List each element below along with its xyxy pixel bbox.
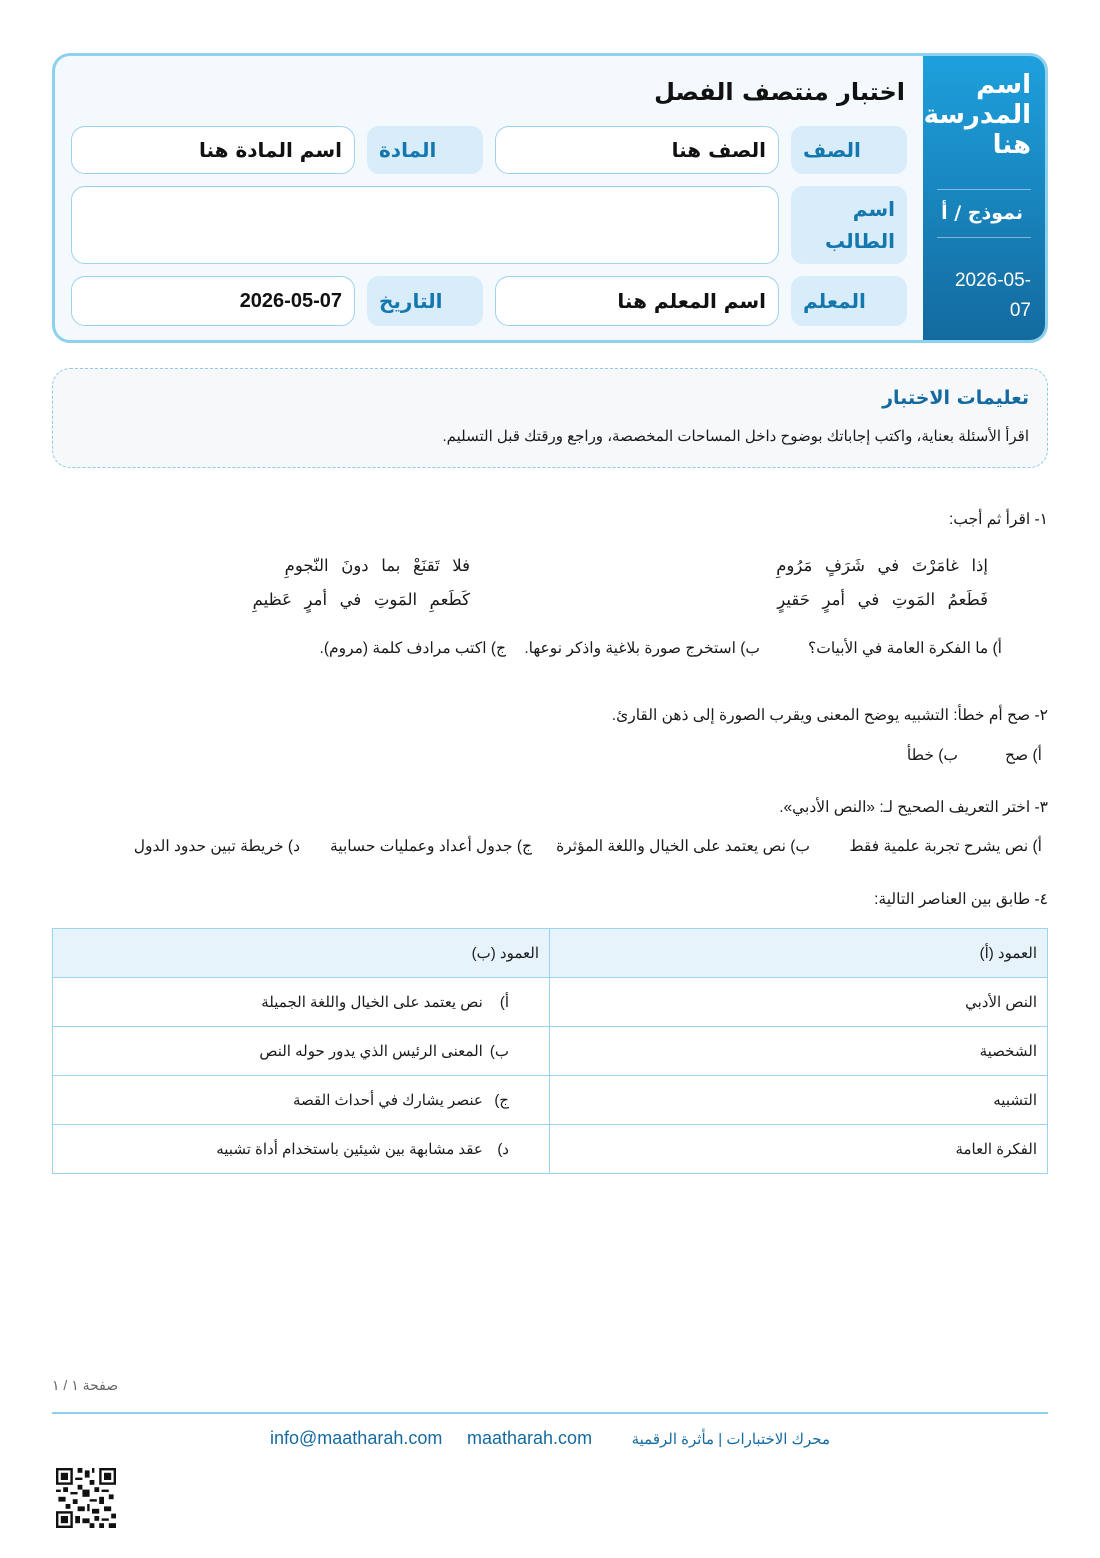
question-2-option-a[interactable]: أ) صح bbox=[1005, 747, 1042, 764]
question-3-option-c[interactable]: ج) جدول أعداد وعمليات حسابية bbox=[329, 838, 532, 855]
option-text: عقد مشابهة بين شيئين باستخدام أداة تشبيه bbox=[216, 1141, 483, 1158]
subject-label: المادة bbox=[367, 126, 483, 174]
question-2-option-b[interactable]: ب) خطأ bbox=[906, 747, 958, 764]
subject-field[interactable]: اسم المادة هنا bbox=[71, 126, 355, 174]
column-b-cell bbox=[53, 978, 550, 1027]
column-a-header: العمود (أ) bbox=[550, 929, 1048, 978]
student-name-field[interactable] bbox=[71, 186, 779, 264]
column-a-cell: التشبيه bbox=[550, 1076, 1048, 1125]
verse-2-second-hemistich: كَطَعمِ المَوتِ في أمرٍ عَظيمِ bbox=[252, 591, 470, 609]
column-a-cell: النص الأدبي bbox=[550, 978, 1048, 1027]
table-row bbox=[53, 1076, 1048, 1125]
question-3-option-d[interactable]: د) خريطة تبين حدود الدول bbox=[133, 838, 300, 855]
verse-1-second-hemistich: فلا تَقنَعْ بما دونَ النّجومِ bbox=[284, 557, 470, 575]
page-number: صفحة ١ / ١ bbox=[52, 1377, 119, 1393]
option-text: نص يعتمد على الخيال واللغة الجميلة bbox=[261, 994, 483, 1011]
column-b-cell bbox=[53, 1027, 550, 1076]
option-letter: د) bbox=[497, 1141, 509, 1158]
table-row bbox=[53, 1125, 1048, 1174]
school-side-panel bbox=[923, 56, 1045, 340]
instructions-box bbox=[52, 368, 1048, 468]
verse-1-first-hemistich: إذا غامَرْتَ في شَرَفٍ مَرُومِ bbox=[776, 557, 988, 575]
instructions-text: اقرأ الأسئلة بعناية، واكتب إجاباتك بوضوح داخل المساحات المخصصة، وراجع ورقتك قبل التسليم. bbox=[442, 428, 1029, 445]
question-2-prompt: ٢- صح أم خطأ: التشبيه يوضح المعنى ويقرب الصورة إلى ذهن القارئ. bbox=[611, 707, 1048, 724]
question-3-option-b[interactable]: ب) نص يعتمد على الخيال واللغة المؤثرة bbox=[556, 838, 810, 855]
column-b-header: العمود (ب) bbox=[53, 929, 550, 978]
question-1-sub-b: ب) استخرج صورة بلاغية واذكر نوعها. bbox=[524, 640, 760, 657]
instructions-title: تعليمات الاختبار bbox=[882, 387, 1029, 409]
student-name-label: اسم الطالب bbox=[791, 186, 907, 264]
question-1-sub-c: ج) اكتب مرادف كلمة (مروم). bbox=[319, 640, 506, 657]
footer-divider bbox=[52, 1412, 1048, 1414]
option-letter: ج) bbox=[494, 1092, 509, 1109]
side-divider bbox=[937, 237, 1031, 238]
side-date: 2026-05-07 bbox=[954, 270, 1031, 321]
teacher-field[interactable]: اسم المعلم هنا bbox=[495, 276, 779, 326]
footer-site-link[interactable]: maatharah.com bbox=[467, 1428, 593, 1448]
table-row bbox=[53, 978, 1048, 1027]
exam-title: اختبار منتصف الفصل bbox=[654, 78, 905, 106]
qr-code-icon bbox=[56, 1468, 116, 1528]
question-3-prompt: ٣- اختر التعريف الصحيح لـ: «النص الأدبي». bbox=[779, 799, 1048, 816]
verse-2-first-hemistich: فَطَعمُ المَوتِ في أمرٍ حَقيرٍ bbox=[777, 591, 988, 609]
option-letter: أ) bbox=[499, 994, 509, 1011]
form-label: نموذج / أ bbox=[941, 202, 1023, 224]
question-4-prompt: ٤- طابق بين العناصر التالية: bbox=[874, 891, 1048, 908]
grade-label: الصف bbox=[791, 126, 907, 174]
side-divider bbox=[937, 189, 1031, 190]
footer-brand: محرك الاختبارات | مأثرة الرقمية bbox=[631, 1431, 830, 1448]
column-a-cell: الشخصية bbox=[550, 1027, 1048, 1076]
column-b-cell bbox=[53, 1125, 550, 1174]
table-row bbox=[53, 1027, 1048, 1076]
table-header-row bbox=[53, 929, 1048, 978]
matching-table bbox=[52, 928, 1048, 1174]
option-letter: ب) bbox=[489, 1043, 509, 1060]
exam-header-card bbox=[52, 53, 1048, 343]
footer-email-link[interactable]: info@maatharah.com bbox=[270, 1428, 443, 1448]
date-label: التاريخ bbox=[367, 276, 483, 326]
question-1-sub-a: أ) ما الفكرة العامة في الأبيات؟ bbox=[808, 640, 1002, 657]
question-3-option-a[interactable]: أ) نص يشرح تجربة علمية فقط bbox=[849, 838, 1042, 855]
column-b-cell bbox=[53, 1076, 550, 1125]
teacher-label: المعلم bbox=[791, 276, 907, 326]
school-name: اسم المدرسة هنا bbox=[923, 70, 1031, 160]
option-text: عنصر يشارك في أحداث القصة bbox=[293, 1092, 483, 1109]
option-text: المعنى الرئيس الذي يدور حوله النص bbox=[259, 1043, 483, 1060]
date-field[interactable]: 2026-05-07 bbox=[71, 276, 355, 326]
question-1-prompt: ١- اقرأ ثم أجب: bbox=[948, 511, 1048, 528]
column-a-cell: الفكرة العامة bbox=[550, 1125, 1048, 1174]
grade-field[interactable]: الصف هنا bbox=[495, 126, 779, 174]
